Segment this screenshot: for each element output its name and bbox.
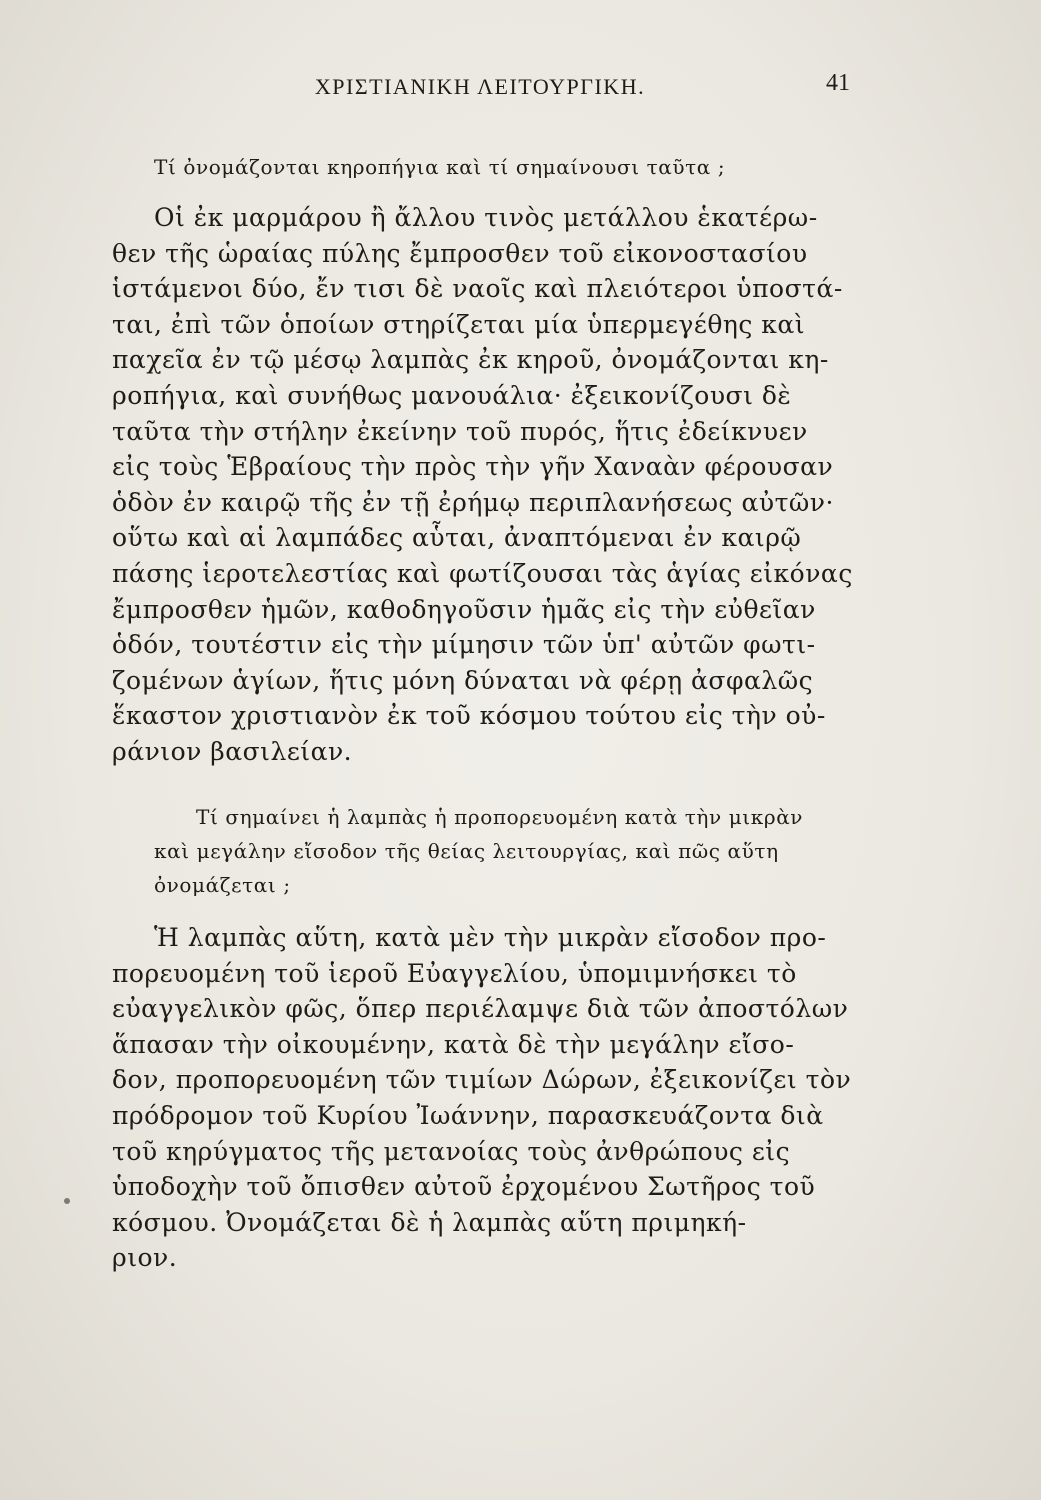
answer-1-line: ζομένων ἁγίων, ἥτις μόνη δύναται νὰ φέρῃ ἀσφαλῶς xyxy=(112,665,814,695)
answer-1-line: θεν τῆς ὡραίας πύλης ἔμπροσθεν τοῦ εἰκονοστασίου xyxy=(112,238,808,268)
question-2 xyxy=(112,800,850,902)
question-1 xyxy=(112,150,850,184)
answer-2-line: Ἡ λαμπὰς αὕτη, κατὰ μὲν τὴν μικρὰν εἴσοδον προ- xyxy=(154,923,827,952)
answer-1 xyxy=(112,200,853,770)
answer-1-line: ἔμπροσθεν ἡμῶν, καθοδηγοῦσιν ἡμᾶς εἰς τὴν εὐθεῖαν xyxy=(112,594,816,624)
answer-1-line: εἰς τοὺς Ἑβραίους τὴν πρὸς τὴν γῆν Χαναὰν φέρουσαν xyxy=(112,452,834,482)
answer-2-line: κόσμου. Ὀνομάζεται δὲ ἡ λαμπὰς αὕτη πριμηκή- xyxy=(112,1207,747,1237)
answer-1-line: ἕκαστον χριστιανὸν ἐκ τοῦ κόσμου τούτου εἰς τὴν οὐ- xyxy=(112,701,826,731)
answer-1-line: οὕτω καὶ αἱ λαμπάδες αὗται, ἀναπτόμεναι ἐν καιρῷ xyxy=(112,523,802,553)
answer-2-line: ἅπασαν τὴν οἰκουμένην, κατὰ δὲ τὴν μεγάλην εἴσο- xyxy=(112,1029,795,1059)
answer-1-line: ὁδόν, τουτέστιν εἰς τὴν μίμησιν τῶν ὑπ' αὐτῶν φωτι- xyxy=(112,630,816,660)
answer-1-line: ταῦτα τὴν στήλην ἐκείνην τοῦ πυρός, ἥτις ἐδείκνυεν xyxy=(112,416,808,446)
answer-2-line: εὐαγγελικὸν φῶς, ὅπερ περιέλαμψε διὰ τῶν ἀποστόλων xyxy=(112,994,849,1024)
answer-1-line: παχεῖα ἐν τῷ μέσῳ λαμπὰς ἐκ κηροῦ, ὀνομάζονται κη- xyxy=(112,345,829,375)
question-1-text: Τί ὀνομάζονται κηροπήγια καὶ τί σημαίνουσι ταῦτα ; xyxy=(154,155,726,179)
running-title: ΧΡΙΣΤΙΑΝΙΚΗ ΛΕΙΤΟΥΡΓΙΚΗ. xyxy=(314,74,646,99)
answer-1-line: ροπήγια, καὶ συνήθως μανουάλια· ἐξεικονίζουσι δὲ xyxy=(112,380,792,410)
answer-1-line: ἱστάμενοι δύο, ἔν τισι δὲ ναοῖς καὶ πλειότεροι ὑποστά- xyxy=(112,274,843,304)
paper-blemish xyxy=(64,1198,70,1204)
question-2-line: Τί σημαίνει ἡ λαμπὰς ἡ προπορευομένη κατὰ τὴν μικρὰν xyxy=(196,805,804,829)
page-number: 41 xyxy=(826,70,850,96)
answer-2-line: δον, προπορευομένη τῶν τιμίων Δώρων, ἐξεικονίζει τὸν xyxy=(112,1065,852,1095)
page-header xyxy=(110,70,850,106)
answer-2 xyxy=(112,920,850,1276)
answer-1-line: πάσης ἱεροτελεστίας καὶ φωτίζουσαι τὰς ἁγίας εἰκόνας xyxy=(112,558,853,588)
question-2-line: καὶ μεγάλην εἴσοδον τῆς θείας λειτουργίας, καὶ πῶς αὕτη xyxy=(154,839,779,863)
answer-2-line: πορευομένη τοῦ ἱεροῦ Εὐαγγελίου, ὑπομιμνήσκει τὸ xyxy=(112,958,797,988)
answer-2-line: τοῦ κηρύγματος τῆς μετανοίας τοὺς ἀνθρώπους εἰς xyxy=(112,1136,791,1166)
answer-2-line: ὑποδοχὴν τοῦ ὄπισθεν αὐτοῦ ἐρχομένου Σωτῆρος τοῦ xyxy=(112,1172,816,1202)
answer-1-line: ὁδὸν ἐν καιρῷ τῆς ἐν τῇ ἐρήμῳ περιπλανήσεως αὐτῶν· xyxy=(112,487,834,517)
answer-2-line: ριον. xyxy=(112,1243,178,1273)
answer-1-line: ράνιον βασιλείαν. xyxy=(112,736,353,766)
question-2-line: ὀνομάζεται ; xyxy=(154,873,291,897)
answer-1-line: Οἱ ἐκ μαρμάρου ἢ ἄλλου τινὸς μετάλλου ἑκατέρω- xyxy=(154,203,818,232)
answer-2-line: πρόδρομον τοῦ Κυρίου Ἰωάννην, παρασκευάζοντα διὰ xyxy=(112,1100,824,1130)
answer-1-line: ται, ἐπὶ τῶν ὁποίων στηρίζεται μία ὑπερμεγέθης καὶ xyxy=(112,309,806,339)
